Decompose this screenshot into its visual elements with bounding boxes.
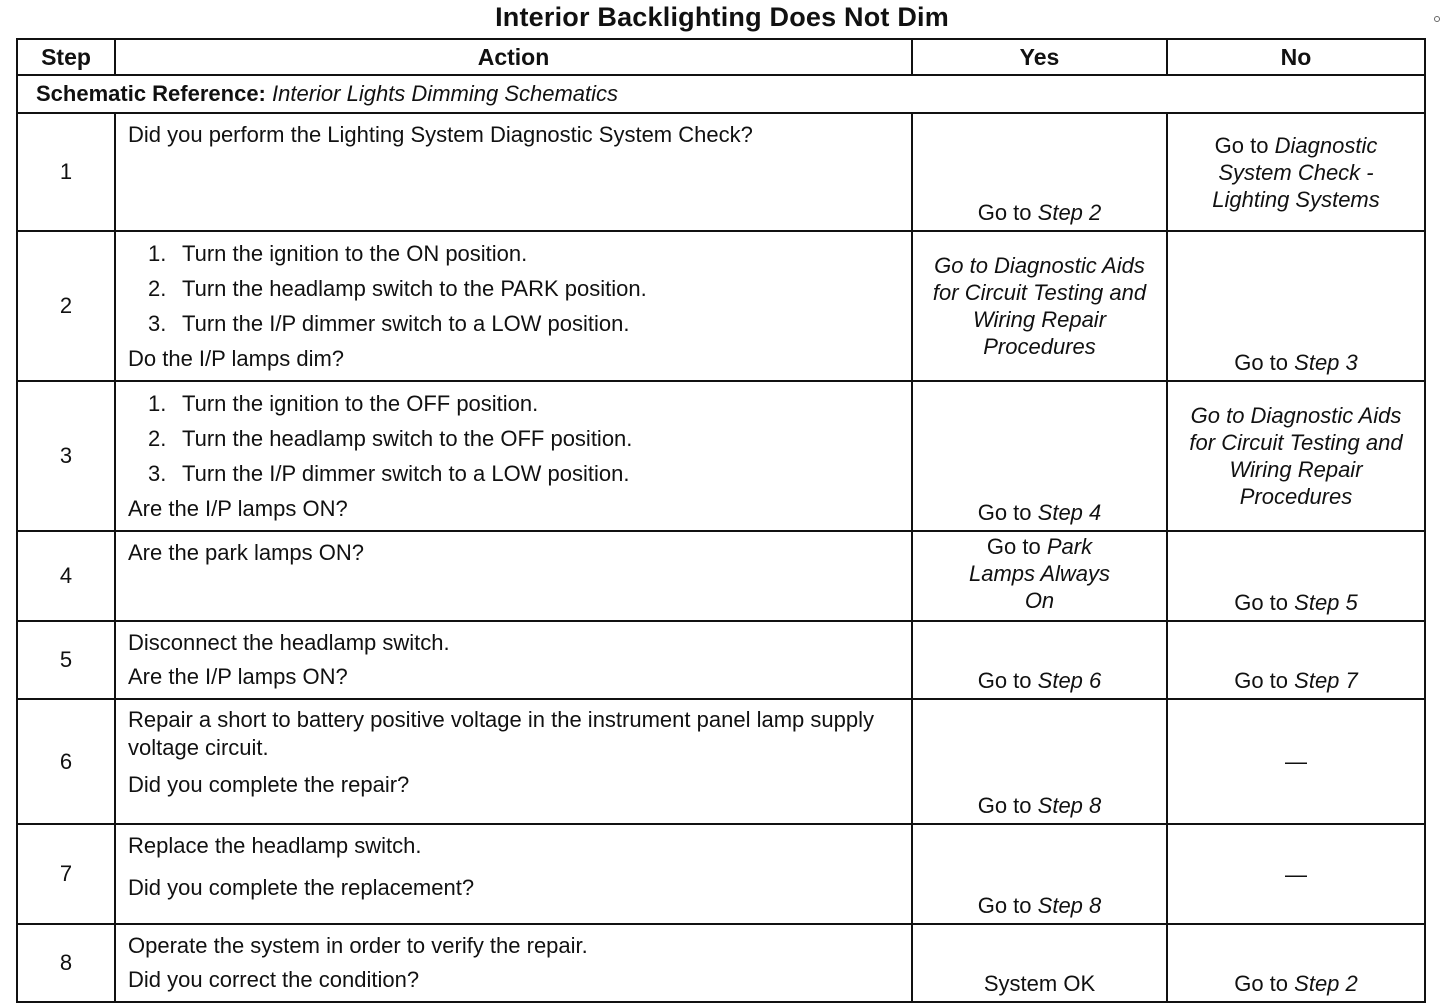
no-prefix: Go to <box>1234 590 1289 615</box>
header-no: No <box>1167 39 1425 75</box>
yes-prefix: Go to <box>977 893 1032 918</box>
schematic-reference <box>17 75 1425 113</box>
no-cell <box>1167 381 1425 531</box>
action-text: Replace the headlamp switch. <box>128 833 422 858</box>
step-list <box>128 236 899 341</box>
table-row <box>17 824 1425 924</box>
yes-plain: System OK <box>983 971 1096 996</box>
corner-mark <box>1434 16 1440 22</box>
action-text: Operate the system in order to verify the repair. <box>128 933 588 958</box>
yes-cell <box>912 699 1167 824</box>
list-item: 2. Turn the headlamp switch to the OFF position. <box>148 426 633 451</box>
page-title: Interior Backlighting Does Not Dim <box>495 2 949 32</box>
yes-cell <box>912 824 1167 924</box>
no-link[interactable]: Diagnostic System Check - Lighting Systems <box>1212 132 1380 212</box>
yes-link[interactable]: Step 2 <box>1037 200 1102 225</box>
action-question: Are the I/P lamps ON? <box>128 496 348 521</box>
no-link[interactable]: Step 3 <box>1294 350 1358 375</box>
schematic-reference-row <box>17 75 1425 113</box>
no-prefix: Go to <box>1234 350 1289 375</box>
action-cell <box>115 381 912 531</box>
table-row <box>17 531 1425 621</box>
step-list <box>128 386 899 491</box>
header-action: Action <box>115 39 912 75</box>
action-question: Did you correct the condition? <box>128 967 420 992</box>
no-cell <box>1167 531 1425 621</box>
table-row <box>17 621 1425 699</box>
header-step: Step <box>17 39 115 75</box>
yes-prefix: Go to <box>977 200 1032 225</box>
schematic-label: Schematic Reference: <box>36 81 266 106</box>
action-question: Did you complete the replacement? <box>128 875 475 900</box>
list-item: 1. Turn the ignition to the OFF position. <box>148 391 539 416</box>
step-number: 7 <box>17 824 115 924</box>
no-prefix: Go to <box>1234 668 1289 693</box>
step-number: 4 <box>17 531 115 621</box>
table-row <box>17 381 1425 531</box>
yes-cell <box>912 531 1167 621</box>
action-text: Disconnect the headlamp switch. <box>128 630 450 655</box>
no-prefix: Go to <box>1234 971 1289 996</box>
no-link[interactable]: Step 7 <box>1294 668 1358 693</box>
yes-link[interactable]: Step 8 <box>1037 793 1102 818</box>
action-cell <box>115 113 912 231</box>
list-item: 3. Turn the I/P dimmer switch to a LOW position. <box>148 311 630 336</box>
action-cell <box>115 531 912 621</box>
no-dash: — <box>1285 861 1307 887</box>
table-row <box>17 699 1425 824</box>
action-text: Repair a short to battery positive voltage in the instrument panel lamp supply voltage circuit. <box>128 707 874 760</box>
no-link[interactable]: Step 2 <box>1294 971 1358 996</box>
no-cell <box>1167 113 1425 231</box>
yes-cell <box>912 231 1167 381</box>
action-question: Did you complete the repair? <box>128 772 410 797</box>
yes-prefix: Go to <box>977 668 1032 693</box>
action-text: Are the park lamps ON? <box>128 540 364 565</box>
diagnostic-table <box>16 38 1426 1003</box>
action-cell <box>115 621 912 699</box>
no-prefix: Go to <box>1214 132 1269 158</box>
yes-link[interactable]: Step 6 <box>1037 668 1102 693</box>
yes-cell <box>912 621 1167 699</box>
step-number: 2 <box>17 231 115 381</box>
no-link[interactable]: Step 5 <box>1294 590 1358 615</box>
action-text: Did you perform the Lighting System Diagnostic System Check? <box>128 122 753 147</box>
action-cell <box>115 824 912 924</box>
yes-prefix: Go to <box>977 793 1032 818</box>
action-cell <box>115 924 912 1002</box>
action-cell <box>115 699 912 824</box>
header-row <box>17 39 1425 75</box>
yes-prefix: Go to <box>977 500 1032 525</box>
table-row <box>17 924 1425 1002</box>
no-cell <box>1167 231 1425 381</box>
table-row <box>17 113 1425 231</box>
table-row <box>17 231 1425 381</box>
step-number: 1 <box>17 113 115 231</box>
yes-link[interactable]: Step 4 <box>1037 500 1102 525</box>
no-cell <box>1167 699 1425 824</box>
no-link[interactable]: Go to Diagnostic Aids for Circuit Testing and Wiring Repair Procedures <box>1189 403 1403 509</box>
step-number: 6 <box>17 699 115 824</box>
list-item: 1. Turn the ignition to the ON position. <box>148 241 528 266</box>
no-cell <box>1167 824 1425 924</box>
step-number: 8 <box>17 924 115 1002</box>
no-cell <box>1167 621 1425 699</box>
no-dash: — <box>1285 749 1307 774</box>
action-question: Do the I/P lamps dim? <box>128 346 345 371</box>
yes-cell <box>912 113 1167 231</box>
no-cell <box>1167 924 1425 1002</box>
list-item: 3. Turn the I/P dimmer switch to a LOW position. <box>148 461 630 486</box>
action-cell <box>115 231 912 381</box>
action-question: Are the I/P lamps ON? <box>128 664 348 689</box>
header-yes: Yes <box>912 39 1167 75</box>
step-number: 5 <box>17 621 115 699</box>
yes-link[interactable]: Step 8 <box>1037 893 1102 918</box>
yes-link[interactable]: Park Lamps Always On <box>968 534 1110 613</box>
yes-prefix: Go to <box>986 534 1041 559</box>
yes-cell <box>912 381 1167 531</box>
list-item: 2. Turn the headlamp switch to the PARK position. <box>148 276 647 301</box>
yes-link[interactable]: Go to Diagnostic Aids for Circuit Testing and Wiring Repair Procedures <box>932 253 1147 359</box>
yes-cell <box>912 924 1167 1002</box>
step-number: 3 <box>17 381 115 531</box>
schematic-link[interactable]: Interior Lights Dimming Schematics <box>272 81 619 106</box>
